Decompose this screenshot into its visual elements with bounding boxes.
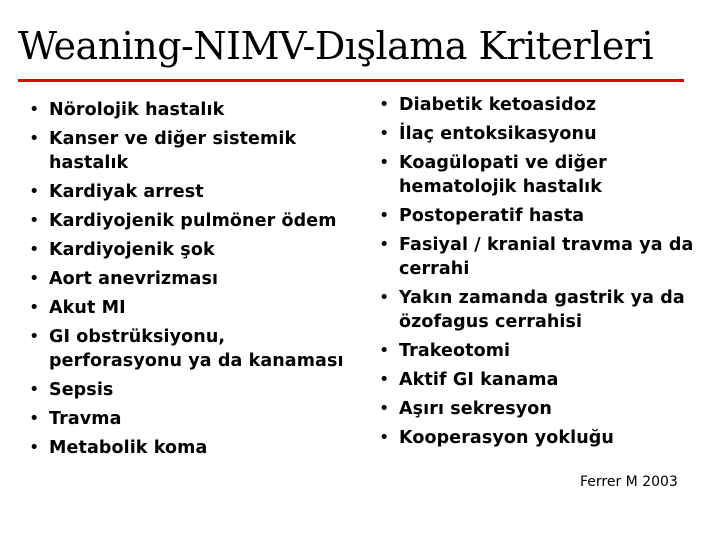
list-item [23,265,358,294]
item-text-continued: hastalık [49,153,129,173]
item-text: Postoperatif hasta [399,206,585,226]
list-item [373,120,718,149]
item-text-continued: hematolojik hastalık [399,177,603,197]
item-text: Nörolojik hastalık [49,100,225,120]
item-text: GI obstrüksiyonu, [49,327,226,347]
list-item [373,395,718,424]
list-item [373,366,718,395]
item-text: Aktif GI kanama [399,370,559,390]
list-item [373,424,718,453]
list-item [23,434,358,463]
list-item [23,207,358,236]
list-item [373,231,718,284]
item-text-continued: perforasyonu ya da kanaması [49,351,344,371]
item-text: Metabolik koma [49,438,208,458]
criteria-list-left [23,96,358,463]
item-text: Kanser ve diğer sistemik [49,129,297,149]
list-item [23,405,358,434]
item-text: İlaç entoksikasyonu [399,124,597,144]
item-text: Kooperasyon yokluğu [399,428,614,448]
item-text: Sepsis [49,380,114,400]
item-text: Koagülopati ve diğer [399,153,607,173]
item-text: Travma [49,409,122,429]
slide-title: Weaning-NIMV-Dışlama Kriterleri [18,24,654,68]
list-item [23,323,358,376]
criteria-list-right [373,91,718,453]
list-item [373,202,718,231]
list-item [23,178,358,207]
title-underline [18,79,684,82]
item-text: Aşırı sekresyon [399,399,552,419]
list-item [23,376,358,405]
list-item [23,125,358,178]
item-text: Fasiyal / kranial travma ya da [399,235,694,255]
item-text: Kardiyojenik pulmöner ödem [49,211,337,231]
item-text-continued: cerrahi [399,259,470,279]
item-text-continued: özofagus cerrahisi [399,312,583,332]
item-text: Aort anevrizması [49,269,219,289]
list-item [373,91,718,120]
list-item [373,284,718,337]
list-item [23,294,358,323]
list-item [23,236,358,265]
list-item [373,337,718,366]
item-text: Kardiyojenik şok [49,240,215,260]
list-item [373,149,718,202]
item-text: Yakın zamanda gastrik ya da [399,288,685,308]
item-text: Diabetik ketoasidoz [399,95,597,115]
list-item [23,96,358,125]
source-citation: Ferrer M 2003 [580,474,678,490]
item-text: Akut MI [49,298,126,318]
item-text: Trakeotomi [399,341,511,361]
item-text: Kardiyak arrest [49,182,204,202]
